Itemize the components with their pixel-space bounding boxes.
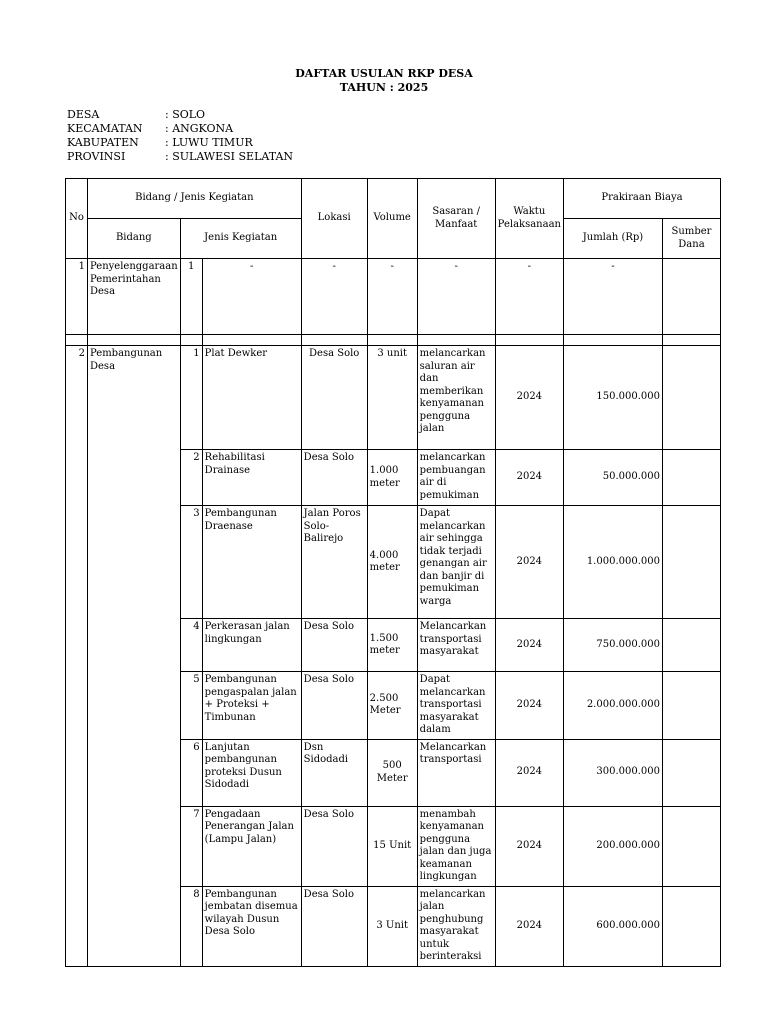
row-sasaran: Melancarkan transportasi masyarakat: [417, 619, 495, 672]
header-waktu: Waktu Pelaksanaan: [495, 179, 563, 259]
meta-kabupaten: [67, 136, 253, 150]
row-sumber: [662, 672, 720, 740]
row-jenis: Pengadaan Penerangan Jalan (Lampu Jalan): [202, 806, 301, 886]
row-volume: 3 Unit: [367, 886, 417, 966]
row-sasaran: menambah kenyamanan pengguna jalan dan juga keamanan lingkungan: [417, 806, 495, 886]
spacer-row: [66, 335, 721, 346]
row-sumber: [662, 346, 720, 450]
row-sub-no: 8: [180, 886, 202, 966]
row-jenis: Perkerasan jalan lingkungan: [202, 619, 301, 672]
row-volume: 1.500 meter: [367, 619, 417, 672]
row-sub-no: 1: [180, 259, 202, 335]
row-jumlah: 50.000.000: [563, 450, 662, 506]
row-waktu: 2024: [495, 806, 563, 886]
row-volume: 500 Meter: [367, 739, 417, 806]
table-row: [66, 346, 721, 450]
row-sumber: [662, 806, 720, 886]
row-sumber: [662, 506, 720, 619]
row-lokasi: Desa Solo: [301, 886, 367, 966]
meta-value: : LUWU TIMUR: [165, 136, 253, 149]
meta-label: PROVINSI: [67, 150, 126, 163]
row-lokasi: Jalan Poros Solo-Balirejo: [301, 506, 367, 619]
meta-value: : SOLO: [165, 108, 206, 121]
row-jumlah: 750.000.000: [563, 619, 662, 672]
meta-desa: [67, 108, 205, 122]
table-row: [66, 259, 721, 335]
meta-value: : SULAWESI SELATAN: [165, 150, 294, 163]
header-row-1: [66, 179, 721, 219]
row-sasaran: Dapat melancarkan air sehingga tidak terjadi genangan air dan banjir di pemukiman warga: [417, 506, 495, 619]
row-lokasi: Desa Solo: [301, 346, 367, 450]
row-no: 1: [66, 259, 88, 335]
row-volume: 15 Unit: [367, 806, 417, 886]
row-sub-no: 5: [180, 672, 202, 740]
row-waktu: 2024: [495, 886, 563, 966]
row-waktu: 2024: [495, 619, 563, 672]
row-sub-no: 1: [180, 346, 202, 450]
row-sumber: [662, 886, 720, 966]
row-sumber: [662, 619, 720, 672]
row-jumlah: -: [563, 259, 662, 335]
row-waktu: 2024: [495, 346, 563, 450]
row-lokasi: Dsn Sidodadi: [301, 739, 367, 806]
row-waktu: 2024: [495, 450, 563, 506]
row-jenis: -: [202, 259, 301, 335]
row-sasaran: melancarkan pembuangan air di pemukiman: [417, 450, 495, 506]
meta-label: KABUPATEN: [67, 136, 139, 149]
row-sub-no: 3: [180, 506, 202, 619]
row-waktu: -: [495, 259, 563, 335]
row-sumber: [662, 450, 720, 506]
row-lokasi: Desa Solo: [301, 450, 367, 506]
row-jenis: Pembangunan Draenase: [202, 506, 301, 619]
row-jumlah: 600.000.000: [563, 886, 662, 966]
rkp-table: [65, 178, 721, 967]
row-sumber: [662, 739, 720, 806]
row-sumber: [662, 259, 720, 335]
row-jenis: Rehabilitasi Drainase: [202, 450, 301, 506]
row-jumlah: 200.000.000: [563, 806, 662, 886]
header-jenis-kegiatan: Jenis Kegiatan: [180, 219, 301, 259]
header-bidang-jenis: Bidang / Jenis Kegiatan: [88, 179, 302, 219]
document-title: DAFTAR USULAN RKP DESA: [295, 67, 473, 80]
row-sasaran: Dapat melancarkan transportasi masyarakat dalam: [417, 672, 495, 740]
row-jumlah: 300.000.000: [563, 739, 662, 806]
meta-label: KECAMATAN: [67, 122, 143, 135]
header-prakiraan: Prakiraan Biaya: [563, 179, 720, 219]
meta-value: : ANGKONA: [165, 122, 234, 135]
row-no: 2: [66, 346, 88, 967]
row-sub-no: 6: [180, 739, 202, 806]
row-volume: 4.000 meter: [367, 506, 417, 619]
row-lokasi: Desa Solo: [301, 672, 367, 740]
document-year: TAHUN : 2025: [339, 81, 429, 94]
row-jumlah: 2.000.000.000: [563, 672, 662, 740]
meta-kecamatan: [67, 122, 233, 136]
row-waktu: 2024: [495, 506, 563, 619]
meta-label: DESA: [67, 108, 100, 121]
header-bidang: Bidang: [88, 219, 181, 259]
row-jenis: Pembangunan jembatan disemua wilayah Dusun Desa Solo: [202, 886, 301, 966]
row-lokasi: Desa Solo: [301, 619, 367, 672]
header-volume: Volume: [367, 179, 417, 259]
header-sumber: Sumber Dana: [662, 219, 720, 259]
row-bidang: Pembangunan Desa: [88, 346, 181, 967]
row-bidang: Penyelenggaraan Pemerintahan Desa: [88, 259, 181, 335]
row-jumlah: 1.000.000.000: [563, 506, 662, 619]
row-jenis: Lanjutan pembangunan proteksi Dusun Sidodadi: [202, 739, 301, 806]
row-sasaran: melancarkan jalan penghubung masyarakat untuk berinteraksi: [417, 886, 495, 966]
row-sub-no: 7: [180, 806, 202, 886]
row-waktu: 2024: [495, 672, 563, 740]
header-no: No: [66, 179, 88, 259]
row-sasaran: Melancarkan transportasi: [417, 739, 495, 806]
row-jenis: Pembangunan pengaspalan jalan + Proteksi + Timbunan: [202, 672, 301, 740]
row-volume: 1.000 meter: [367, 450, 417, 506]
meta-provinsi: [67, 150, 293, 164]
header-lokasi: Lokasi: [301, 179, 367, 259]
row-volume: 3 unit: [367, 346, 417, 450]
row-waktu: 2024: [495, 739, 563, 806]
row-volume: 2.500 Meter: [367, 672, 417, 740]
header-jumlah: Jumlah (Rp): [563, 219, 662, 259]
row-sasaran: melancarkan saluran air dan memberikan kenyamanan pengguna jalan: [417, 346, 495, 450]
header-sasaran: Sasaran / Manfaat: [417, 179, 495, 259]
row-sub-no: 4: [180, 619, 202, 672]
row-jumlah: 150.000.000: [563, 346, 662, 450]
row-lokasi: Desa Solo: [301, 806, 367, 886]
row-jenis: Plat Dewker: [202, 346, 301, 450]
row-lokasi: -: [301, 259, 367, 335]
row-sasaran: -: [417, 259, 495, 335]
row-volume: -: [367, 259, 417, 335]
row-sub-no: 2: [180, 450, 202, 506]
